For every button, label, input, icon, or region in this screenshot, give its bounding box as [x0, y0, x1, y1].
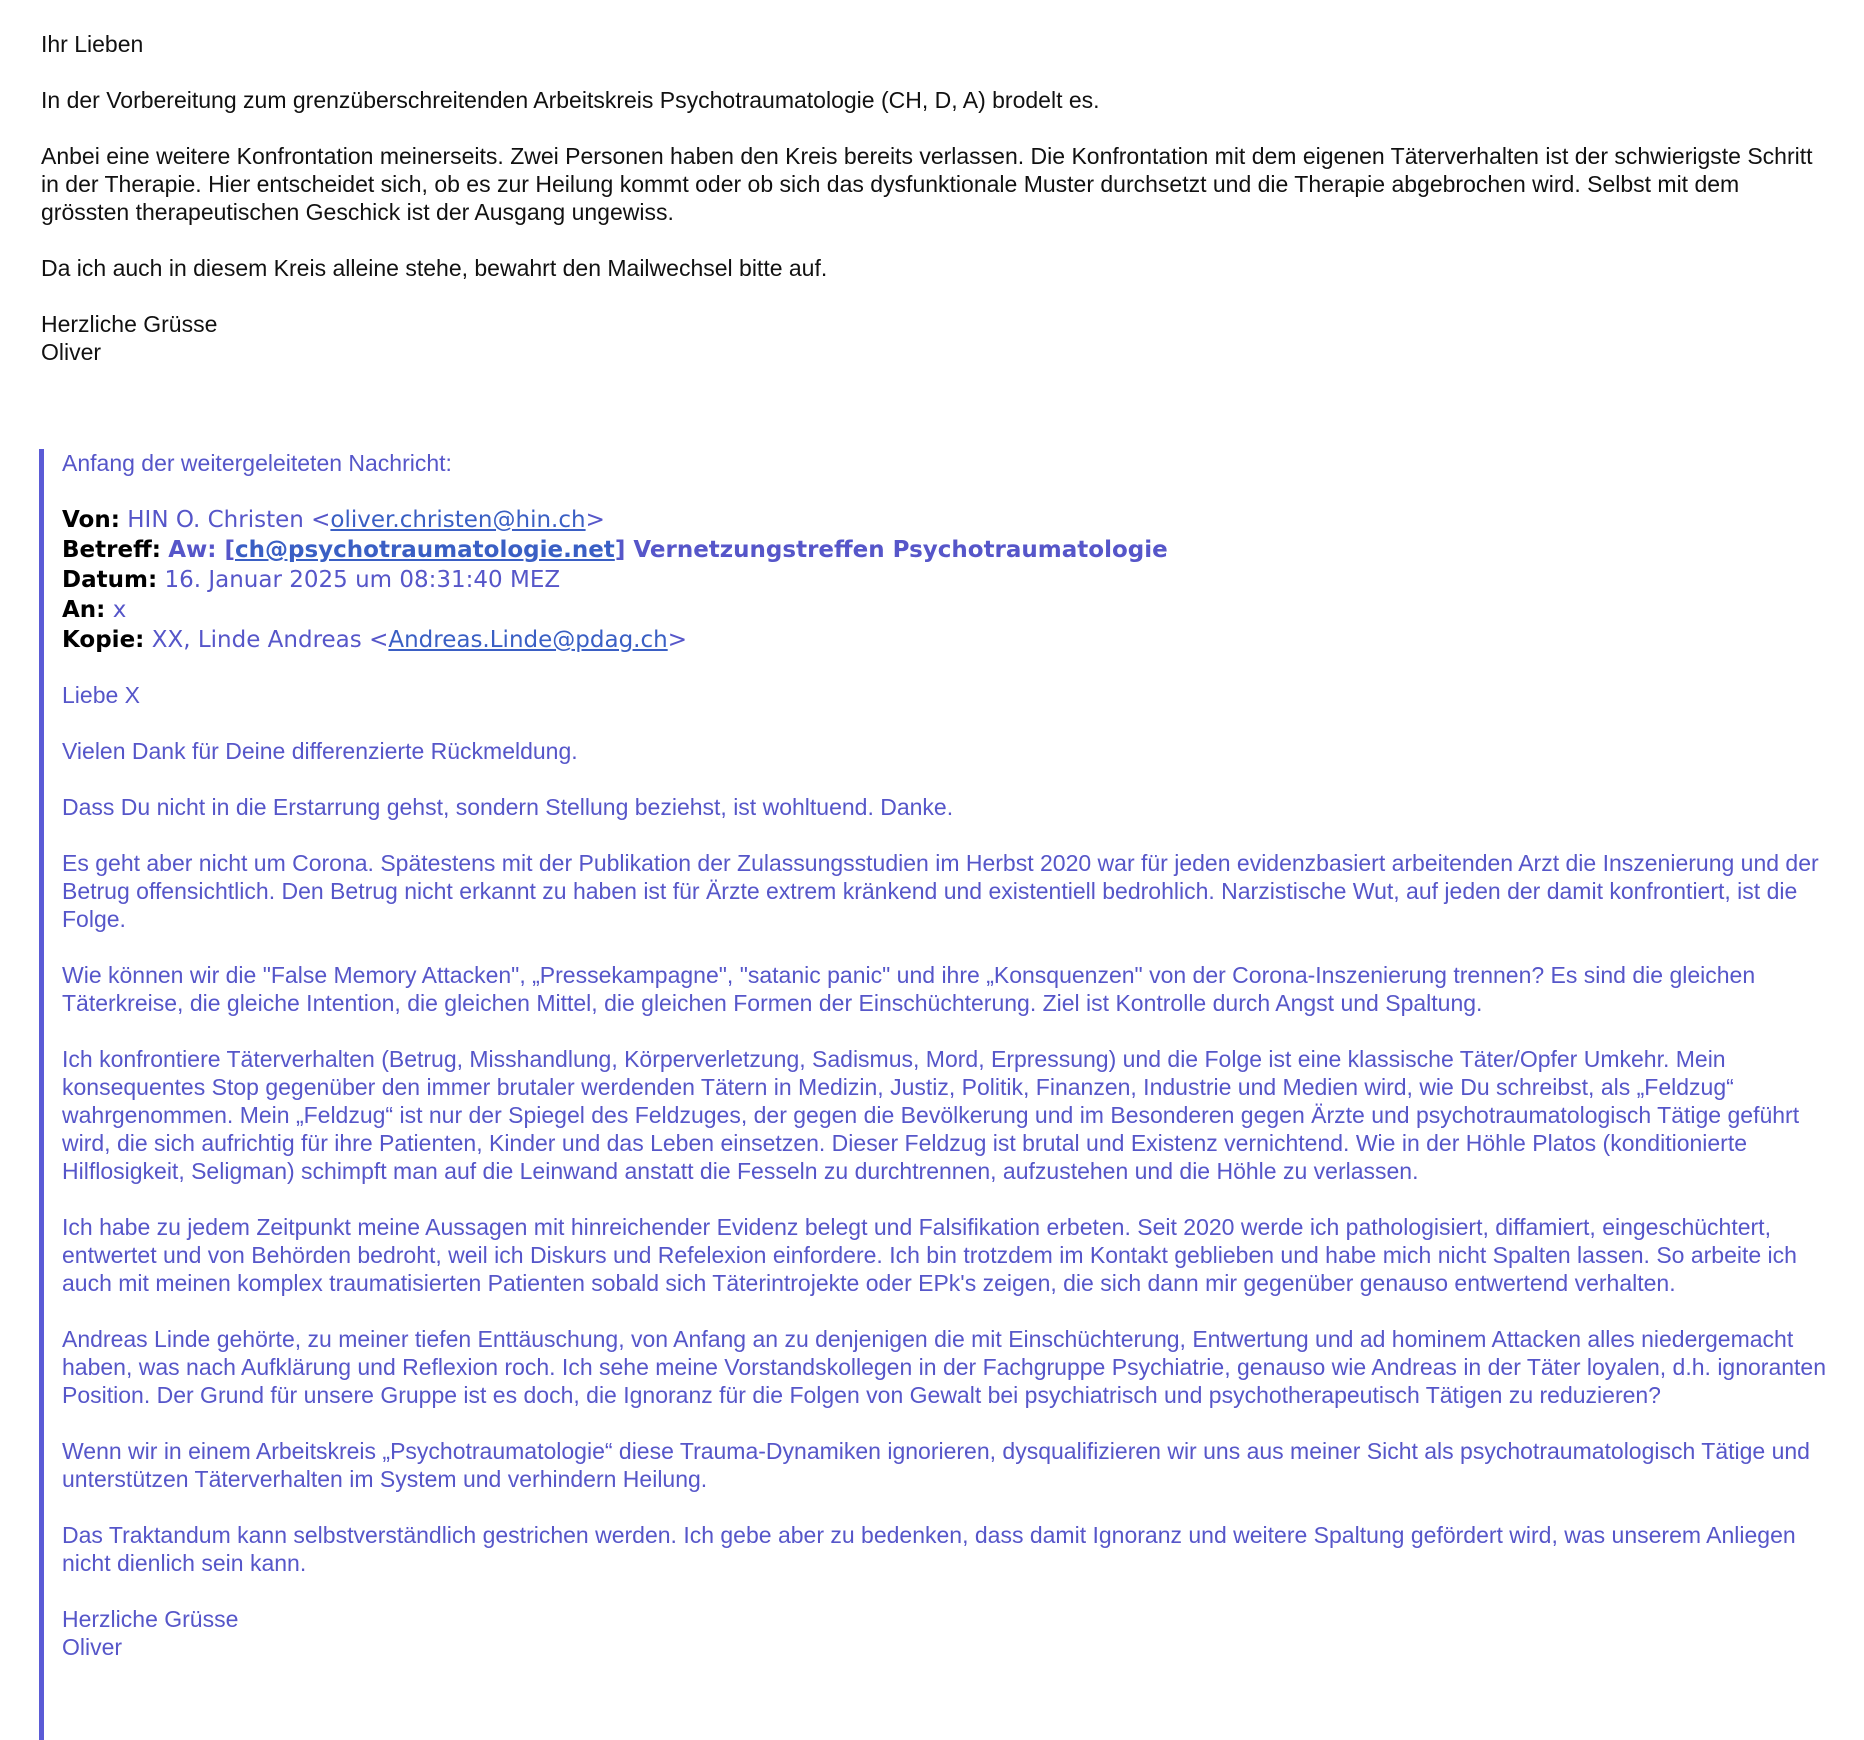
header-cc: [62, 625, 1840, 655]
header-cc-name: XX, Linde Andreas <: [151, 627, 389, 653]
header-date: [62, 565, 1840, 595]
header-subject: [62, 535, 1840, 565]
intro-paragraph: In der Vorbereitung zum grenzüberschreitenden Arbeitskreis Psychotraumatologie (CH, D, A) brodelt es.: [41, 87, 1100, 113]
forwarded-paragraph: Wenn wir in einem Arbeitskreis „Psychotraumatologie“ diese Trauma-Dynamiken ignorieren, dysqualifizieren wir uns aus meiner Sicht als psychotraumatologisch Tätige und unterstützen Täterverhalten im System und verhindern Heilung.: [62, 1438, 1810, 1492]
forwarded-paragraph: Es geht aber nicht um Corona. Spätestens mit der Publikation der Zulassungsstudien im Herbst 2020 war für jeden evidenzbasiert arbeitenden Arzt die Inszenierung und der Betrug offensichtlich. Den Betrug nicht erkannt zu haben ist für Ärzte extrem kränkend und existentiell bedrohlich. Narzistische Wut, auf jeden der damit konfrontiert, ist die Folge.: [62, 850, 1819, 932]
intro-signature: [41, 310, 1831, 366]
header-subject-value: [168, 537, 1168, 563]
intro-closing: Herzliche Grüsse: [41, 311, 218, 337]
forwarded-sender-name: Oliver: [62, 1634, 123, 1660]
forwarded-paragraph: Ich habe zu jedem Zeitpunkt meine Aussagen mit hinreichender Evidenz belegt und Falsifikation erbeten. Seit 2020 werde ich pathologisiert, diffamiert, eingeschüchtert, entwertet und von Behörden bedroht, weil ich Diskurs und Refelexion einfordere. Ich bin trotzdem im Kontakt geblieben und habe mich nicht Spalten lassen. So arbeite ich auch mit meinen komplex traumatisierten Patienten sobald sich Täterintrojekte oder EPk's zeigen, die sich dann mir gegenüber genauso entwertend verhalten.: [62, 1214, 1797, 1296]
forwarded-paragraph: Das Traktandum kann selbstverständlich gestrichen werden. Ich gebe aber zu bedenken, dass damit Ignoranz und weitere Spaltung gefördert wird, was unserem Anliegen nicht dienlich sein kann.: [62, 1522, 1796, 1576]
header-from-name: HIN O. Christen <: [127, 507, 331, 533]
header-date-key: Datum:: [62, 567, 158, 593]
header-date-value: 16. Januar 2025 um 08:31:40 MEZ: [164, 567, 561, 593]
forwarded-signature: [62, 1605, 1840, 1661]
subject-list-link[interactable]: ch@psychotraumatologie.net: [234, 537, 615, 563]
intro-paragraph: Anbei eine weitere Konfrontation meinerseits. Zwei Personen haben den Kreis bereits verlassen. Die Konfrontation mit dem eigenen Täterverhalten ist der schwierigste Schritt in der Therapie. Hier entscheidet sich, ob es zur Heilung kommt oder ob sich das dysfunktionale Muster durchsetzt und die Therapie abgebrochen wird. Selbst mit dem grössten therapeutischen Geschick ist der Ausgang ungewiss.: [41, 143, 1813, 225]
header-to: [62, 595, 1840, 625]
cc-email-link[interactable]: Andreas.Linde@pdag.ch: [388, 627, 668, 653]
header-cc-end: >: [667, 627, 687, 653]
subject-rest: ] Vernetzungstreffen Psychotraumatologie: [614, 537, 1168, 563]
forwarded-paragraph: Dass Du nicht in die Erstarrung gehst, sondern Stellung beziehst, ist wohltuend. Danke.: [62, 794, 954, 820]
forwarded-paragraph: Wie können wir die "False Memory Attacken", „Pressekampagne", "satanic panic" und ihre „Konsquenzen" von der Corona-Inszenierung trennen? Es sind die gleichen Täterkreise, die gleiche Intention, die gleichen Mittel, die gleichen Formen der Einschüchterung. Ziel ist Kontrolle durch Angst und Spaltung.: [62, 962, 1756, 1016]
header-to-value: x: [112, 597, 127, 623]
intro-sender-name: Oliver: [41, 339, 102, 365]
header-to-key: An:: [62, 597, 106, 623]
subject-prefix: Aw: [: [168, 537, 235, 563]
forwarded-headers: [62, 505, 1840, 655]
forwarded-paragraph: Andreas Linde gehörte, zu meiner tiefen Enttäuschung, von Anfang an zu denjenigen die mit Einschüchterung, Entwertung und ad hominem Attacken alles niedergemacht haben, was nach Aufklärung und Reflexion roch. Ich sehe meine Vorstandskollegen in der Fachgruppe Psychiatrie, genauso wie Andreas in der Täter loyalen, d.h. ignoranten Position. Der Grund für unsere Gruppe ist es doch, die Ignoranz für die Folgen von Gewalt bei psychiatrisch und psychotherapeutisch Tätigen zu reduzieren?: [62, 1326, 1827, 1408]
forwarded-message-body: [62, 449, 1840, 1661]
header-from-end: >: [585, 507, 605, 533]
header-from-key: Von:: [62, 507, 120, 533]
intro-message: [41, 30, 1831, 366]
header-from: [62, 505, 1840, 535]
forwarded-greeting: Liebe X: [62, 682, 141, 708]
header-subject-key: Betreff:: [62, 537, 161, 563]
from-email-link[interactable]: oliver.christen@hin.ch: [330, 507, 586, 533]
forwarded-paragraph: Vielen Dank für Deine differenzierte Rückmeldung.: [62, 738, 578, 764]
forwarded-message-quote: [39, 449, 1839, 1740]
intro-paragraph: Da ich auch in diesem Kreis alleine stehe, bewahrt den Mailwechsel bitte auf.: [41, 255, 828, 281]
forwarded-paragraph: Ich konfrontiere Täterverhalten (Betrug, Misshandlung, Körperverletzung, Sadismus, Mord, Erpressung) und die Folge ist eine klassische Täter/Opfer Umkehr. Mein konsequentes Stop gegenüber den immer brutaler werdenden Tätern in Medizin, Justiz, Politik, Finanzen, Industrie und Medien wird, wie Du schreibst, als „Feldzug“ wahrgenommen. Mein „Feldzug“ ist nur der Spiegel des Feldzuges, der gegen die Bevölkerung und im Besonderen gegen Ärzte und psychotraumatologisch Tätige geführt wird, die sich aufrichtig für ihre Patienten, Kinder und das Leben einsetzen. Dieser Feldzug ist brutal und Existenz vernichtend. Wie in der Höhle Platos (konditionierte Hilflosigkeit, Seligman) schimpft man auf die Leinwand anstatt die Fesseln zu durchtrennen, aufzustehen und die Höhle zu verlassen.: [62, 1046, 1800, 1184]
header-cc-key: Kopie:: [62, 627, 145, 653]
intro-greeting: Ihr Lieben: [41, 31, 144, 57]
forwarded-label: Anfang der weitergeleiteten Nachricht:: [62, 450, 452, 476]
forwarded-closing: Herzliche Grüsse: [62, 1606, 239, 1632]
